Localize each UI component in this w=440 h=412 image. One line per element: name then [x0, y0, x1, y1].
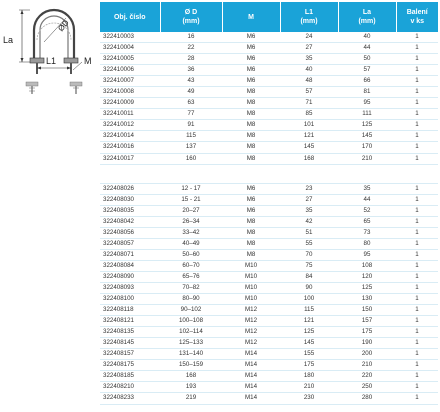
- header-diameter: Ø D (mm): [160, 2, 222, 32]
- cell-pack: 1: [396, 87, 438, 98]
- cell-code: 322410005: [100, 54, 160, 65]
- cell-la: 220: [338, 371, 396, 382]
- cell-l1: 155: [280, 349, 338, 360]
- cell-l1: 145: [280, 142, 338, 153]
- cell-code: 322408071: [100, 249, 160, 260]
- cell-pack: 1: [396, 249, 438, 260]
- cell-diameter: 49: [160, 87, 222, 98]
- table-row: [100, 338, 438, 349]
- cell-la: 65: [338, 216, 396, 227]
- dimension-la-label: La: [3, 35, 14, 45]
- cell-pack: 1: [396, 282, 438, 293]
- clamp-drawing: [0, 0, 108, 100]
- cell-thread: M8: [222, 120, 280, 131]
- cell-l1: 84: [280, 271, 338, 282]
- clamp-diagram: [0, 0, 108, 100]
- cell-pack: 1: [396, 43, 438, 54]
- cell-code: 322410009: [100, 98, 160, 109]
- cell-pack: 1: [396, 120, 438, 131]
- cell-pack: 1: [396, 153, 438, 164]
- cell-l1: 55: [280, 238, 338, 249]
- cell-diameter: 33–42: [160, 227, 222, 238]
- cell-l1: 24: [280, 32, 338, 43]
- cell-diameter: 50–60: [160, 249, 222, 260]
- cell-diameter: 12 - 17: [160, 183, 222, 194]
- cell-pack: 1: [396, 294, 438, 305]
- cell-diameter: 160: [160, 153, 222, 164]
- cell-diameter: 36: [160, 65, 222, 76]
- cell-code: 322408035: [100, 205, 160, 216]
- cell-code: 322408210: [100, 382, 160, 393]
- cell-code: 322408175: [100, 360, 160, 371]
- cell-code: 322410006: [100, 65, 160, 76]
- cell-l1: 175: [280, 360, 338, 371]
- table-row: [100, 294, 438, 305]
- cell-thread: M10: [222, 282, 280, 293]
- cell-la: 108: [338, 260, 396, 271]
- table-row: [100, 43, 438, 54]
- table-row: [100, 249, 438, 260]
- cell-code: 322410012: [100, 120, 160, 131]
- cell-thread: M8: [222, 131, 280, 142]
- cell-diameter: 80–90: [160, 294, 222, 305]
- cell-pack: 1: [396, 205, 438, 216]
- cell-la: 80: [338, 238, 396, 249]
- cell-l1: 71: [280, 98, 338, 109]
- cell-code: 322408135: [100, 327, 160, 338]
- cell-thread: M10: [222, 271, 280, 282]
- cell-la: 130: [338, 294, 396, 305]
- cell-l1: 230: [280, 393, 338, 404]
- table-row: [100, 360, 438, 371]
- cell-code: 322408030: [100, 194, 160, 205]
- cell-diameter: 125–133: [160, 338, 222, 349]
- table-row: [100, 260, 438, 271]
- cell-code: 322408233: [100, 393, 160, 404]
- header-la: La (mm): [338, 2, 396, 32]
- cell-thread: M8: [222, 238, 280, 249]
- cell-l1: 70: [280, 249, 338, 260]
- table-row: [100, 87, 438, 98]
- cell-code: 322410014: [100, 131, 160, 142]
- cell-code: 322408042: [100, 216, 160, 227]
- cell-pack: 1: [396, 142, 438, 153]
- table-row: [100, 282, 438, 293]
- cell-code: 322410003: [100, 32, 160, 43]
- cell-pack: 1: [396, 271, 438, 282]
- cell-la: 200: [338, 349, 396, 360]
- cell-la: 95: [338, 98, 396, 109]
- cell-code: 322408057: [100, 238, 160, 249]
- separator-cell: [222, 164, 280, 183]
- table-row: [100, 238, 438, 249]
- cell-diameter: 77: [160, 109, 222, 120]
- cell-l1: 121: [280, 131, 338, 142]
- cell-code: 322408093: [100, 282, 160, 293]
- cell-pack: 1: [396, 327, 438, 338]
- cell-pack: 1: [396, 54, 438, 65]
- cell-diameter: 91: [160, 120, 222, 131]
- cell-pack: 1: [396, 338, 438, 349]
- cell-diameter: 102–114: [160, 327, 222, 338]
- separator-cell: [338, 164, 396, 183]
- cell-la: 210: [338, 360, 396, 371]
- cell-code: 322408056: [100, 227, 160, 238]
- separator-cell: [396, 164, 438, 183]
- cell-pack: 1: [396, 65, 438, 76]
- spec-table: [100, 2, 438, 405]
- cell-la: 35: [338, 183, 396, 194]
- cell-diameter: 168: [160, 371, 222, 382]
- cell-diameter: 28: [160, 54, 222, 65]
- cell-la: 190: [338, 338, 396, 349]
- table-row: [100, 349, 438, 360]
- cell-pack: 1: [396, 32, 438, 43]
- cell-l1: 168: [280, 153, 338, 164]
- cell-l1: 51: [280, 227, 338, 238]
- cell-l1: 125: [280, 327, 338, 338]
- cell-pack: 1: [396, 238, 438, 249]
- cell-la: 250: [338, 382, 396, 393]
- table-row: [100, 65, 438, 76]
- cell-pack: 1: [396, 260, 438, 271]
- cell-thread: M14: [222, 371, 280, 382]
- cell-diameter: 16: [160, 32, 222, 43]
- separator-cell: [100, 164, 160, 183]
- cell-la: 50: [338, 54, 396, 65]
- cell-la: 170: [338, 142, 396, 153]
- cell-thread: M8: [222, 109, 280, 120]
- cell-diameter: 193: [160, 382, 222, 393]
- table-row: [100, 183, 438, 194]
- cell-code: 322408090: [100, 271, 160, 282]
- cell-thread: M6: [222, 54, 280, 65]
- cell-la: 125: [338, 120, 396, 131]
- cell-code: 322410011: [100, 109, 160, 120]
- cell-thread: M6: [222, 32, 280, 43]
- cell-la: 44: [338, 43, 396, 54]
- cell-diameter: 43: [160, 76, 222, 87]
- cell-code: 322408185: [100, 371, 160, 382]
- cell-diameter: 115: [160, 131, 222, 142]
- cell-thread: M14: [222, 382, 280, 393]
- cell-l1: 180: [280, 371, 338, 382]
- table-row: [100, 382, 438, 393]
- table-row: [100, 98, 438, 109]
- cell-l1: 48: [280, 76, 338, 87]
- table-row: [100, 153, 438, 164]
- cell-la: 81: [338, 87, 396, 98]
- table-row: [100, 205, 438, 216]
- cell-la: 175: [338, 327, 396, 338]
- cell-diameter: 26–34: [160, 216, 222, 227]
- header-code: Obj. číslo: [100, 2, 160, 32]
- cell-thread: M12: [222, 327, 280, 338]
- table-row: [100, 316, 438, 327]
- cell-la: 44: [338, 194, 396, 205]
- table-row: [100, 327, 438, 338]
- table-row: [100, 194, 438, 205]
- cell-la: 40: [338, 32, 396, 43]
- cell-pack: 1: [396, 305, 438, 316]
- cell-thread: M6: [222, 194, 280, 205]
- cell-code: 322408118: [100, 305, 160, 316]
- group-separator: [100, 164, 438, 183]
- cell-code: 322410007: [100, 76, 160, 87]
- cell-diameter: 100–108: [160, 316, 222, 327]
- cell-la: 57: [338, 65, 396, 76]
- table-row: [100, 131, 438, 142]
- cell-diameter: 90–102: [160, 305, 222, 316]
- cell-l1: 27: [280, 194, 338, 205]
- cell-diameter: 219: [160, 393, 222, 404]
- cell-la: 95: [338, 249, 396, 260]
- cell-diameter: 65–76: [160, 271, 222, 282]
- cell-l1: 57: [280, 87, 338, 98]
- cell-code: 322408121: [100, 316, 160, 327]
- cell-thread: M14: [222, 349, 280, 360]
- cell-thread: M6: [222, 183, 280, 194]
- cell-pack: 1: [396, 109, 438, 120]
- cell-diameter: 15 - 21: [160, 194, 222, 205]
- cell-thread: M10: [222, 260, 280, 271]
- cell-pack: 1: [396, 183, 438, 194]
- cell-pack: 1: [396, 227, 438, 238]
- cell-thread: M6: [222, 65, 280, 76]
- cell-diameter: 22: [160, 43, 222, 54]
- cell-l1: 121: [280, 316, 338, 327]
- cell-pack: 1: [396, 76, 438, 87]
- cell-thread: M14: [222, 393, 280, 404]
- cell-l1: 75: [280, 260, 338, 271]
- cell-l1: 115: [280, 305, 338, 316]
- cell-l1: 35: [280, 54, 338, 65]
- cell-la: 150: [338, 305, 396, 316]
- cell-pack: 1: [396, 371, 438, 382]
- cell-la: 157: [338, 316, 396, 327]
- cell-thread: M8: [222, 142, 280, 153]
- cell-thread: M6: [222, 76, 280, 87]
- cell-thread: M8: [222, 153, 280, 164]
- cell-la: 52: [338, 205, 396, 216]
- cell-l1: 145: [280, 338, 338, 349]
- cell-l1: 101: [280, 120, 338, 131]
- cell-diameter: 137: [160, 142, 222, 153]
- cell-thread: M8: [222, 227, 280, 238]
- table-row: [100, 393, 438, 404]
- table-body: [100, 32, 438, 404]
- header-thread: M: [222, 2, 280, 32]
- cell-diameter: 60–70: [160, 260, 222, 271]
- header-l1: L1 (mm): [280, 2, 338, 32]
- header-pack: Balení v ks: [396, 2, 438, 32]
- cell-thread: M12: [222, 338, 280, 349]
- table-header-row: [100, 2, 438, 32]
- cell-la: 145: [338, 131, 396, 142]
- cell-thread: M12: [222, 305, 280, 316]
- cell-la: 125: [338, 282, 396, 293]
- cell-diameter: 63: [160, 98, 222, 109]
- dimension-od-label: ØD: [56, 18, 71, 34]
- cell-l1: 23: [280, 183, 338, 194]
- table-row: [100, 120, 438, 131]
- cell-code: 322410017: [100, 153, 160, 164]
- cell-pack: 1: [396, 360, 438, 371]
- cell-l1: 100: [280, 294, 338, 305]
- table-row: [100, 371, 438, 382]
- dimension-l1-label: L1: [46, 56, 57, 66]
- cell-code: 322408100: [100, 294, 160, 305]
- cell-thread: M8: [222, 87, 280, 98]
- cell-pack: 1: [396, 98, 438, 109]
- cell-la: 280: [338, 393, 396, 404]
- cell-la: 66: [338, 76, 396, 87]
- table-row: [100, 54, 438, 65]
- table-row: [100, 32, 438, 43]
- separator-cell: [280, 164, 338, 183]
- cell-thread: M10: [222, 294, 280, 305]
- cell-code: 322408026: [100, 183, 160, 194]
- cell-code: 322408145: [100, 338, 160, 349]
- cell-pack: 1: [396, 194, 438, 205]
- cell-pack: 1: [396, 382, 438, 393]
- cell-l1: 210: [280, 382, 338, 393]
- table-row: [100, 305, 438, 316]
- cell-thread: M6: [222, 43, 280, 54]
- cell-thread: M8: [222, 98, 280, 109]
- cell-l1: 40: [280, 65, 338, 76]
- cell-la: 120: [338, 271, 396, 282]
- cell-la: 210: [338, 153, 396, 164]
- table-row: [100, 109, 438, 120]
- table-row: [100, 76, 438, 87]
- cell-thread: M14: [222, 360, 280, 371]
- cell-diameter: 40–49: [160, 238, 222, 249]
- cell-l1: 90: [280, 282, 338, 293]
- cell-l1: 42: [280, 216, 338, 227]
- table-row: [100, 216, 438, 227]
- cell-code: 322410004: [100, 43, 160, 54]
- cell-code: 322408157: [100, 349, 160, 360]
- cell-diameter: 150–159: [160, 360, 222, 371]
- cell-pack: 1: [396, 131, 438, 142]
- dimension-m-label: M: [84, 56, 92, 66]
- cell-thread: M6: [222, 205, 280, 216]
- cell-code: 322410008: [100, 87, 160, 98]
- cell-l1: 27: [280, 43, 338, 54]
- cell-pack: 1: [396, 316, 438, 327]
- cell-pack: 1: [396, 349, 438, 360]
- cell-diameter: 20–27: [160, 205, 222, 216]
- table-row: [100, 142, 438, 153]
- table-row: [100, 271, 438, 282]
- table-row: [100, 227, 438, 238]
- separator-cell: [160, 164, 222, 183]
- cell-pack: 1: [396, 393, 438, 404]
- cell-diameter: 70–82: [160, 282, 222, 293]
- cell-l1: 35: [280, 205, 338, 216]
- cell-thread: M8: [222, 216, 280, 227]
- cell-thread: M12: [222, 316, 280, 327]
- cell-la: 111: [338, 109, 396, 120]
- cell-pack: 1: [396, 216, 438, 227]
- cell-code: 322408084: [100, 260, 160, 271]
- cell-la: 73: [338, 227, 396, 238]
- cell-l1: 85: [280, 109, 338, 120]
- cell-code: 322410016: [100, 142, 160, 153]
- cell-thread: M8: [222, 249, 280, 260]
- cell-diameter: 131–140: [160, 349, 222, 360]
